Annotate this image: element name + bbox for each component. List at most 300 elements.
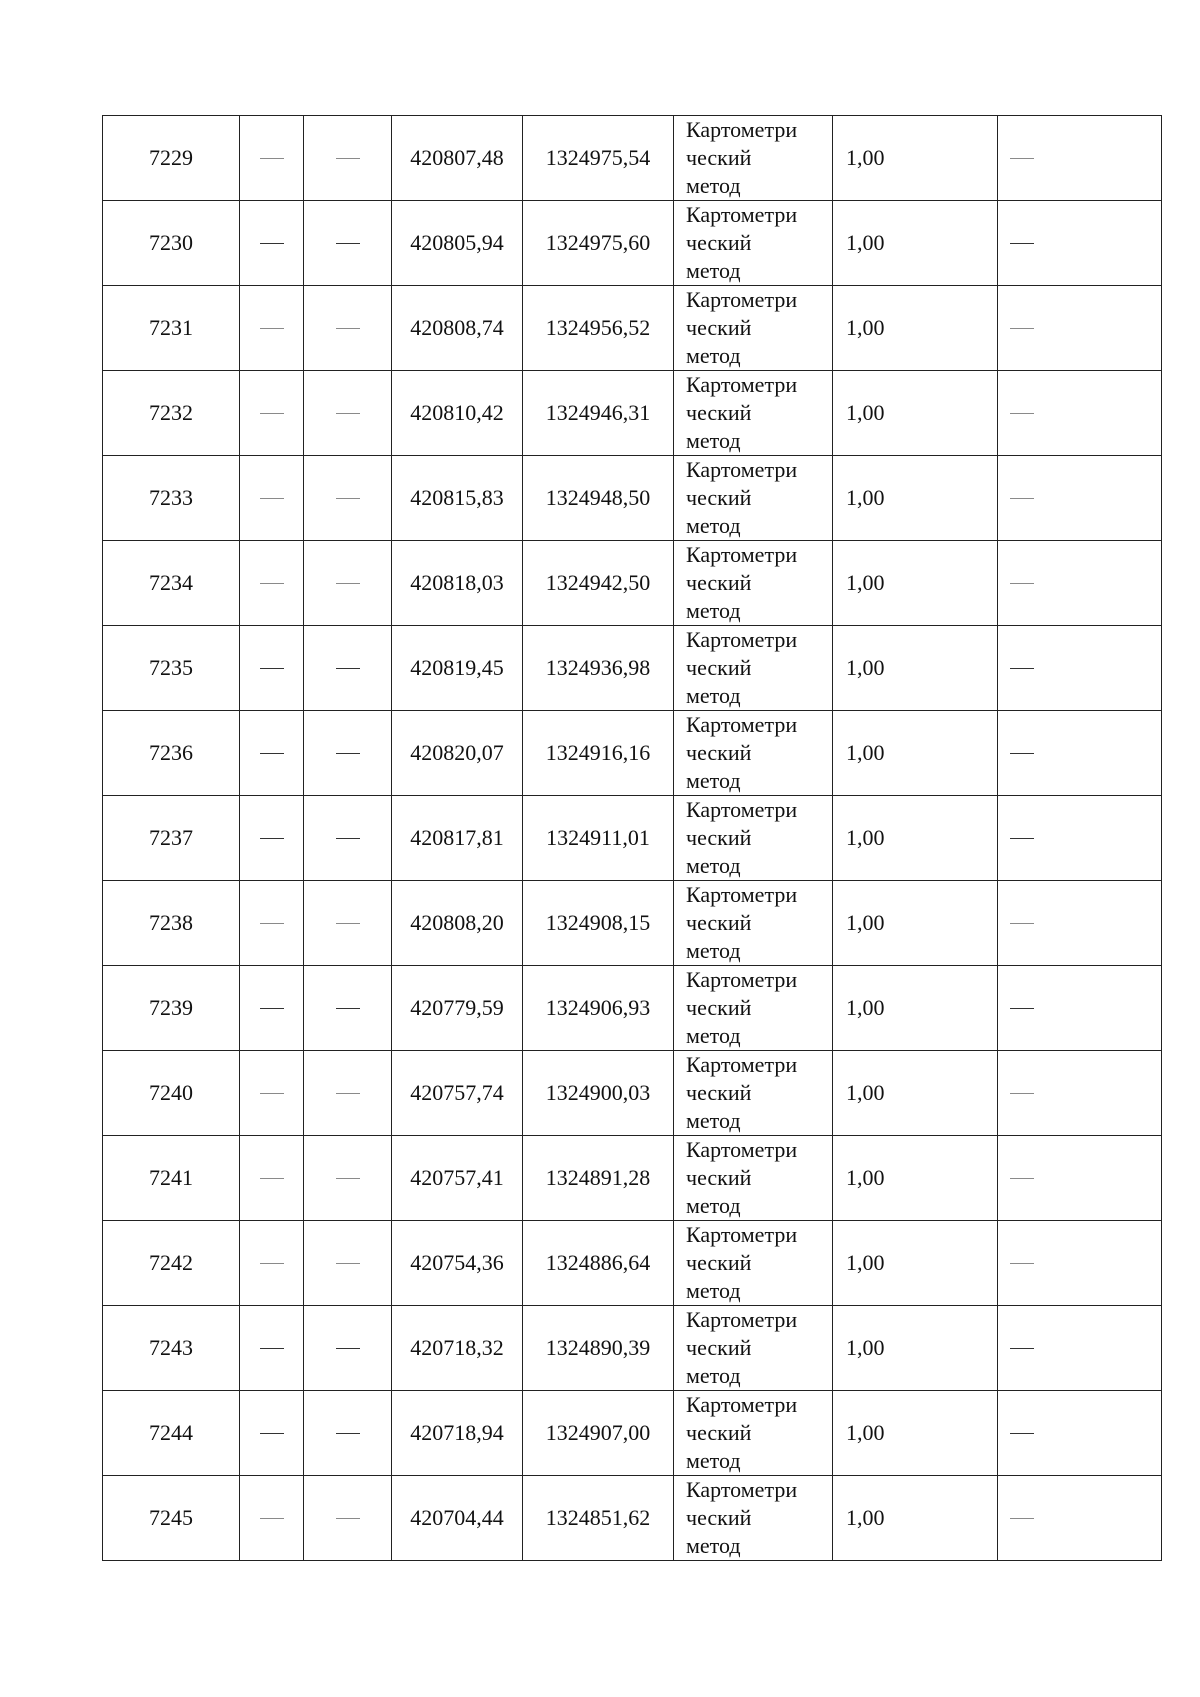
coordinate-x: 420807,48: [410, 145, 504, 170]
table-row: [103, 1136, 1162, 1221]
dash-mark: [260, 413, 284, 414]
empty-value-cell-3: [304, 1476, 392, 1561]
accuracy-cell: [833, 1391, 998, 1476]
dash-mark: [336, 498, 360, 499]
method-line-3: метод: [686, 683, 741, 708]
method-cell: [674, 966, 833, 1051]
accuracy-cell: [833, 456, 998, 541]
dash-mark: [1010, 1008, 1034, 1009]
method-cell: [674, 796, 833, 881]
dash-mark: [1010, 1093, 1034, 1094]
dash-mark: [1010, 583, 1034, 584]
method-line-1: Картометри: [686, 1307, 798, 1332]
accuracy-cell: [833, 1221, 998, 1306]
dash-mark: [336, 583, 360, 584]
accuracy-cell: [833, 541, 998, 626]
table-row: [103, 1051, 1162, 1136]
empty-value-cell-8: [998, 1391, 1162, 1476]
accuracy-value: 1,00: [846, 570, 885, 595]
empty-value-cell-2: [240, 1476, 304, 1561]
empty-value-cell-2: [240, 286, 304, 371]
table-row: [103, 1221, 1162, 1306]
accuracy-cell: [833, 626, 998, 711]
empty-value-cell-2: [240, 541, 304, 626]
point-number: 7239: [149, 995, 193, 1020]
coordinate-y-cell: [523, 201, 674, 286]
dash-mark: [260, 1518, 284, 1519]
empty-value-cell-2: [240, 1221, 304, 1306]
coordinate-y-cell: [523, 626, 674, 711]
coordinate-x: 420779,59: [410, 995, 504, 1020]
empty-value-cell-3: [304, 1136, 392, 1221]
method-line-2: ческий: [686, 825, 752, 850]
empty-value-cell-8: [998, 201, 1162, 286]
point-number-cell: [103, 626, 240, 711]
empty-value-cell-3: [304, 116, 392, 201]
dash-mark: [1010, 158, 1034, 159]
method-line-2: ческий: [686, 1250, 752, 1275]
method-cell: [674, 541, 833, 626]
method-cell: [674, 626, 833, 711]
method-line-1: Картометри: [686, 627, 798, 652]
dash-mark: [1010, 1518, 1034, 1519]
table-row: [103, 456, 1162, 541]
coordinate-x-cell: [392, 201, 523, 286]
dash-mark: [336, 1263, 360, 1264]
table-row: [103, 201, 1162, 286]
accuracy-cell: [833, 966, 998, 1051]
coordinate-y: 1324948,50: [545, 485, 651, 510]
dash-mark: [260, 1263, 284, 1264]
accuracy-value: 1,00: [846, 400, 885, 425]
empty-value-cell-8: [998, 881, 1162, 966]
empty-value-cell-3: [304, 796, 392, 881]
method-cell: [674, 1136, 833, 1221]
coordinate-x: 420754,36: [410, 1250, 504, 1275]
coordinate-y-cell: [523, 1221, 674, 1306]
point-number: 7234: [149, 570, 193, 595]
accuracy-cell: [833, 1306, 998, 1391]
coordinate-x-cell: [392, 881, 523, 966]
coordinate-x-cell: [392, 286, 523, 371]
empty-value-cell-8: [998, 1306, 1162, 1391]
point-number: 7235: [149, 655, 193, 680]
dash-mark: [336, 1518, 360, 1519]
method-line-1: Картометри: [686, 882, 798, 907]
empty-value-cell-8: [998, 626, 1162, 711]
dash-mark: [1010, 838, 1034, 839]
coordinate-y: 1324975,54: [545, 145, 651, 170]
coordinate-x: 420819,45: [410, 655, 504, 680]
method-line-1: Картометри: [686, 712, 798, 737]
method-line-3: метод: [686, 173, 741, 198]
empty-value-cell-2: [240, 966, 304, 1051]
dash-mark: [260, 1348, 284, 1349]
method-cell: [674, 1051, 833, 1136]
coordinate-y-cell: [523, 881, 674, 966]
dash-mark: [260, 668, 284, 669]
coordinate-y: 1324936,98: [545, 655, 651, 680]
coordinate-y: 1324908,15: [545, 910, 651, 935]
coordinate-y: 1324911,01: [546, 825, 650, 850]
coordinate-x-cell: [392, 116, 523, 201]
dash-mark: [336, 1008, 360, 1009]
method-cell: [674, 1221, 833, 1306]
point-number: 7240: [149, 1080, 193, 1105]
coordinate-x-cell: [392, 1136, 523, 1221]
method-line-2: ческий: [686, 995, 752, 1020]
method-cell: [674, 1476, 833, 1561]
empty-value-cell-2: [240, 116, 304, 201]
method-line-1: Картометри: [686, 797, 798, 822]
empty-value-cell-3: [304, 541, 392, 626]
accuracy-value: 1,00: [846, 910, 885, 935]
point-number-cell: [103, 1136, 240, 1221]
method-line-1: Картометри: [686, 457, 798, 482]
method-line-1: Картометри: [686, 1477, 798, 1502]
method-line-1: Картометри: [686, 202, 798, 227]
coordinate-y: 1324942,50: [545, 570, 651, 595]
empty-value-cell-2: [240, 711, 304, 796]
dash-mark: [260, 158, 284, 159]
empty-value-cell-3: [304, 626, 392, 711]
point-number-cell: [103, 711, 240, 796]
table-row: [103, 881, 1162, 966]
dash-mark: [260, 838, 284, 839]
dash-mark: [260, 1178, 284, 1179]
empty-value-cell-8: [998, 1051, 1162, 1136]
point-number-cell: [103, 966, 240, 1051]
empty-value-cell-2: [240, 626, 304, 711]
point-number: 7244: [149, 1420, 193, 1445]
boundary-points-table: [102, 115, 1162, 1561]
method-line-1: Картометри: [686, 542, 798, 567]
coordinate-y: 1324956,52: [545, 315, 651, 340]
coordinate-x: 420718,32: [410, 1335, 504, 1360]
method-line-2: ческий: [686, 400, 752, 425]
point-number: 7241: [149, 1165, 193, 1190]
method-line-3: метод: [686, 343, 741, 368]
coordinate-x-cell: [392, 626, 523, 711]
coordinate-x: 420808,74: [410, 315, 504, 340]
empty-value-cell-2: [240, 1136, 304, 1221]
empty-value-cell-8: [998, 796, 1162, 881]
point-number: 7236: [149, 740, 193, 765]
method-line-3: метод: [686, 513, 741, 538]
dash-mark: [260, 1433, 284, 1434]
method-line-3: метод: [686, 1193, 741, 1218]
method-line-2: ческий: [686, 1335, 752, 1360]
empty-value-cell-3: [304, 1306, 392, 1391]
method-line-3: метод: [686, 768, 741, 793]
dash-mark: [260, 583, 284, 584]
point-number-cell: [103, 1051, 240, 1136]
method-line-2: ческий: [686, 230, 752, 255]
coordinate-y-cell: [523, 116, 674, 201]
dash-mark: [260, 1008, 284, 1009]
dash-mark: [336, 668, 360, 669]
coordinate-y-cell: [523, 456, 674, 541]
method-line-3: метод: [686, 258, 741, 283]
empty-value-cell-2: [240, 371, 304, 456]
point-number-cell: [103, 201, 240, 286]
empty-value-cell-2: [240, 1306, 304, 1391]
coordinate-x: 420818,03: [410, 570, 504, 595]
table-row: [103, 796, 1162, 881]
dash-mark: [1010, 243, 1034, 244]
accuracy-cell: [833, 371, 998, 456]
coordinate-x: 420820,07: [410, 740, 504, 765]
method-line-1: Картометри: [686, 1137, 798, 1162]
method-line-1: Картометри: [686, 117, 798, 142]
coordinate-y: 1324916,16: [545, 740, 651, 765]
method-line-2: ческий: [686, 910, 752, 935]
coordinate-x-cell: [392, 711, 523, 796]
dash-mark: [336, 243, 360, 244]
method-cell: [674, 371, 833, 456]
coordinate-x-cell: [392, 1221, 523, 1306]
dash-mark: [336, 158, 360, 159]
dash-mark: [1010, 413, 1034, 414]
coordinate-x-cell: [392, 966, 523, 1051]
empty-value-cell-2: [240, 456, 304, 541]
method-cell: [674, 286, 833, 371]
point-number-cell: [103, 371, 240, 456]
coordinate-y: 1324975,60: [545, 230, 651, 255]
coordinate-x-cell: [392, 796, 523, 881]
coordinate-y-cell: [523, 541, 674, 626]
empty-value-cell-8: [998, 371, 1162, 456]
point-number-cell: [103, 1476, 240, 1561]
accuracy-value: 1,00: [846, 230, 885, 255]
table-row: [103, 626, 1162, 711]
coordinate-y-cell: [523, 1306, 674, 1391]
coordinate-y: 1324886,64: [545, 1250, 651, 1275]
accuracy-value: 1,00: [846, 1420, 885, 1445]
accuracy-cell: [833, 1136, 998, 1221]
method-line-1: Картометри: [686, 1392, 798, 1417]
dash-mark: [336, 1093, 360, 1094]
empty-value-cell-8: [998, 1136, 1162, 1221]
coordinate-x-cell: [392, 1476, 523, 1561]
point-number: 7231: [149, 315, 193, 340]
coordinate-x: 420810,42: [410, 400, 504, 425]
accuracy-cell: [833, 1476, 998, 1561]
method-line-2: ческий: [686, 655, 752, 680]
method-line-3: метод: [686, 1278, 741, 1303]
coordinate-x: 420704,44: [410, 1505, 504, 1530]
empty-value-cell-2: [240, 796, 304, 881]
table-body: [103, 116, 1162, 1561]
coordinate-y: 1324851,62: [545, 1505, 651, 1530]
dash-mark: [336, 1348, 360, 1349]
empty-value-cell-2: [240, 1391, 304, 1476]
coordinate-y-cell: [523, 1391, 674, 1476]
coordinate-x-cell: [392, 371, 523, 456]
coordinate-x: 420815,83: [410, 485, 504, 510]
empty-value-cell-3: [304, 456, 392, 541]
coordinate-x-cell: [392, 1051, 523, 1136]
point-number: 7233: [149, 485, 193, 510]
method-cell: [674, 881, 833, 966]
method-line-1: Картометри: [686, 967, 798, 992]
dash-mark: [336, 413, 360, 414]
dash-mark: [260, 923, 284, 924]
dash-mark: [1010, 1263, 1034, 1264]
empty-value-cell-8: [998, 1221, 1162, 1306]
table-row: [103, 286, 1162, 371]
coordinate-x-cell: [392, 541, 523, 626]
point-number-cell: [103, 881, 240, 966]
point-number: 7229: [149, 145, 193, 170]
accuracy-value: 1,00: [846, 1505, 885, 1530]
method-line-2: ческий: [686, 740, 752, 765]
accuracy-value: 1,00: [846, 1080, 885, 1105]
dash-mark: [336, 838, 360, 839]
empty-value-cell-8: [998, 116, 1162, 201]
dash-mark: [1010, 1348, 1034, 1349]
coordinate-y-cell: [523, 286, 674, 371]
dash-mark: [336, 1433, 360, 1434]
coordinate-x: 420805,94: [410, 230, 504, 255]
coordinate-x: 420817,81: [410, 825, 504, 850]
coordinate-x: 420757,74: [410, 1080, 504, 1105]
dash-mark: [1010, 328, 1034, 329]
method-line-3: метод: [686, 1533, 741, 1558]
coordinate-x: 420757,41: [410, 1165, 504, 1190]
dash-mark: [260, 328, 284, 329]
table-row: [103, 116, 1162, 201]
dash-mark: [336, 328, 360, 329]
coordinate-x: 420718,94: [410, 1420, 504, 1445]
dash-mark: [260, 1093, 284, 1094]
dash-mark: [336, 923, 360, 924]
empty-value-cell-2: [240, 881, 304, 966]
coordinate-y-cell: [523, 1476, 674, 1561]
dash-mark: [1010, 498, 1034, 499]
table-row: [103, 371, 1162, 456]
table-row: [103, 541, 1162, 626]
table-row: [103, 1306, 1162, 1391]
empty-value-cell-3: [304, 711, 392, 796]
coordinate-y: 1324900,03: [545, 1080, 651, 1105]
dash-mark: [1010, 1178, 1034, 1179]
dash-mark: [1010, 1433, 1034, 1434]
accuracy-value: 1,00: [846, 145, 885, 170]
point-number: 7237: [149, 825, 193, 850]
method-line-3: метод: [686, 598, 741, 623]
empty-value-cell-3: [304, 201, 392, 286]
method-line-3: метод: [686, 1363, 741, 1388]
method-line-1: Картометри: [686, 372, 798, 397]
dash-mark: [1010, 668, 1034, 669]
empty-value-cell-8: [998, 456, 1162, 541]
coordinate-y-cell: [523, 1136, 674, 1221]
dash-mark: [336, 1178, 360, 1179]
method-line-2: ческий: [686, 1420, 752, 1445]
accuracy-value: 1,00: [846, 485, 885, 510]
coordinate-x-cell: [392, 1391, 523, 1476]
empty-value-cell-3: [304, 286, 392, 371]
coordinate-y-cell: [523, 966, 674, 1051]
method-line-2: ческий: [686, 145, 752, 170]
empty-value-cell-3: [304, 1221, 392, 1306]
point-number-cell: [103, 1221, 240, 1306]
accuracy-value: 1,00: [846, 740, 885, 765]
point-number-cell: [103, 456, 240, 541]
point-number-cell: [103, 541, 240, 626]
accuracy-cell: [833, 201, 998, 286]
method-line-2: ческий: [686, 315, 752, 340]
point-number-cell: [103, 116, 240, 201]
empty-value-cell-3: [304, 1391, 392, 1476]
method-cell: [674, 456, 833, 541]
accuracy-value: 1,00: [846, 315, 885, 340]
accuracy-cell: [833, 286, 998, 371]
accuracy-value: 1,00: [846, 995, 885, 1020]
method-cell: [674, 711, 833, 796]
accuracy-value: 1,00: [846, 1250, 885, 1275]
empty-value-cell-3: [304, 966, 392, 1051]
point-number: 7243: [149, 1335, 193, 1360]
empty-value-cell-2: [240, 1051, 304, 1136]
accuracy-value: 1,00: [846, 655, 885, 680]
method-cell: [674, 1306, 833, 1391]
dash-mark: [260, 498, 284, 499]
coordinate-y-cell: [523, 371, 674, 456]
empty-value-cell-8: [998, 966, 1162, 1051]
coordinate-y: 1324890,39: [545, 1335, 651, 1360]
method-line-3: метод: [686, 853, 741, 878]
point-number-cell: [103, 1391, 240, 1476]
coordinate-x-cell: [392, 1306, 523, 1391]
accuracy-value: 1,00: [846, 1165, 885, 1190]
coordinate-y-cell: [523, 711, 674, 796]
method-line-2: ческий: [686, 1505, 752, 1530]
table-row: [103, 1476, 1162, 1561]
method-line-2: ческий: [686, 1080, 752, 1105]
dash-mark: [1010, 923, 1034, 924]
empty-value-cell-3: [304, 371, 392, 456]
coordinate-y: 1324906,93: [545, 995, 651, 1020]
empty-value-cell-3: [304, 1051, 392, 1136]
method-line-3: метод: [686, 1023, 741, 1048]
accuracy-value: 1,00: [846, 1335, 885, 1360]
point-number-cell: [103, 286, 240, 371]
point-number: 7230: [149, 230, 193, 255]
point-number: 7232: [149, 400, 193, 425]
table-row: [103, 1391, 1162, 1476]
point-number: 7238: [149, 910, 193, 935]
coordinate-y: 1324891,28: [545, 1165, 651, 1190]
empty-value-cell-8: [998, 286, 1162, 371]
accuracy-cell: [833, 116, 998, 201]
coordinate-y: 1324907,00: [545, 1420, 651, 1445]
accuracy-value: 1,00: [846, 825, 885, 850]
method-line-1: Картометри: [686, 1052, 798, 1077]
method-line-3: метод: [686, 1108, 741, 1133]
accuracy-cell: [833, 1051, 998, 1136]
method-line-1: Картометри: [686, 287, 798, 312]
method-line-3: метод: [686, 1448, 741, 1473]
coordinate-y-cell: [523, 796, 674, 881]
empty-value-cell-8: [998, 711, 1162, 796]
point-number: 7245: [149, 1505, 193, 1530]
dash-mark: [336, 753, 360, 754]
method-line-2: ческий: [686, 1165, 752, 1190]
dash-mark: [1010, 753, 1034, 754]
empty-value-cell-2: [240, 201, 304, 286]
